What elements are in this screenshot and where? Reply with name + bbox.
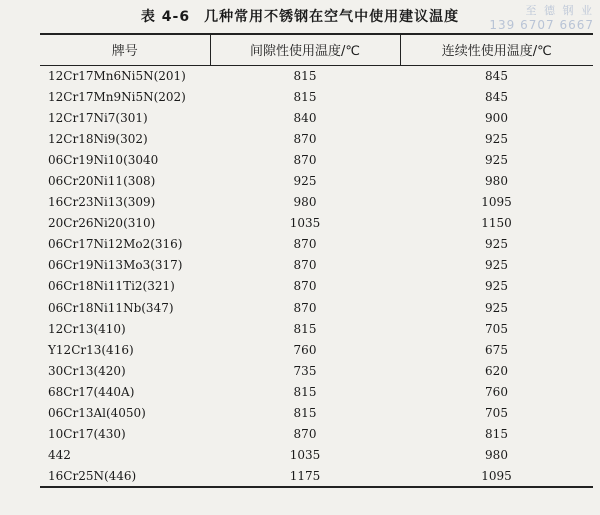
cell-grade: 06Cr19Ni10(3040	[48, 152, 159, 167]
watermark-company: 至 德 钢 业	[525, 4, 594, 17]
cell-continuous-temp: 705	[485, 406, 508, 421]
cell-grade: 442	[48, 448, 71, 463]
cell-grade: 12Cr17Mn6Ni5N(201)	[48, 68, 186, 83]
table-row	[40, 403, 593, 424]
cell-continuous-temp: 1095	[400, 466, 593, 487]
table-row	[40, 276, 593, 297]
table-row	[40, 445, 593, 466]
cell-grade: 12Cr18Ni9(302)	[48, 131, 148, 146]
cell-intermittent-temp: 870	[293, 279, 317, 294]
table-row	[40, 86, 593, 107]
header-continuous-temp: 连续性使用温度/℃	[400, 34, 593, 65]
table-row	[40, 255, 593, 276]
cell-continuous-temp: 815	[485, 427, 508, 442]
table-header-row	[40, 34, 593, 65]
table-row	[40, 466, 593, 487]
cell-grade: 16Cr23Ni13(309)	[48, 195, 156, 210]
cell-intermittent-temp: 1175	[210, 466, 400, 487]
cell-grade: Y12Cr13(416)	[48, 342, 134, 357]
header-grade: 牌号	[40, 34, 210, 65]
cell-grade: 12Cr13(410)	[48, 321, 126, 336]
cell-intermittent-temp: 1035	[289, 216, 321, 231]
table-row	[40, 128, 593, 149]
cell-intermittent-temp: 815	[293, 406, 317, 421]
cell-intermittent-temp: 815	[293, 68, 317, 83]
cell-grade: 20Cr26Ni20(310)	[48, 216, 156, 231]
cell-intermittent-temp: 870	[293, 131, 317, 146]
cell-continuous-temp: 845	[485, 89, 508, 104]
table-row	[40, 234, 593, 255]
cell-continuous-temp: 1150	[481, 216, 512, 231]
cell-grade: 06Cr18Ni11Ti2(321)	[48, 279, 175, 294]
table-number: 表 4-6	[140, 9, 191, 25]
cell-intermittent-temp: 870	[293, 300, 317, 315]
cell-intermittent-temp: 870	[293, 258, 317, 273]
cell-intermittent-temp: 980	[293, 195, 317, 210]
table-row	[40, 318, 593, 339]
cell-intermittent-temp: 815	[293, 89, 317, 104]
cell-grade: 12Cr17Ni7(301)	[48, 110, 148, 125]
watermark-phone: 139 6707 6667	[489, 18, 594, 32]
header-intermittent-temp: 间隙性使用温度/℃	[210, 34, 400, 65]
cell-grade: 10Cr17(430)	[48, 427, 126, 442]
cell-intermittent-temp: 870	[293, 237, 317, 252]
cell-intermittent-temp: 925	[293, 174, 317, 189]
cell-intermittent-temp: 840	[293, 110, 317, 125]
cell-grade: 06Cr18Ni11Nb(347)	[48, 300, 174, 315]
table-row	[40, 65, 593, 86]
cell-continuous-temp: 620	[485, 363, 508, 378]
cell-grade: 12Cr17Mn9Ni5N(202)	[48, 89, 186, 104]
cell-intermittent-temp: 760	[293, 342, 317, 357]
cell-continuous-temp: 845	[485, 68, 508, 83]
cell-continuous-temp: 980	[485, 448, 508, 463]
cell-continuous-temp: 1095	[481, 195, 512, 210]
cell-continuous-temp: 900	[485, 110, 508, 125]
temperature-table	[40, 33, 593, 488]
table-row	[40, 381, 593, 402]
cell-continuous-temp: 925	[485, 237, 508, 252]
cell-continuous-temp: 925	[485, 152, 508, 167]
cell-continuous-temp: 675	[485, 342, 508, 357]
watermark	[489, 4, 594, 32]
cell-continuous-temp: 925	[485, 258, 508, 273]
table-row	[40, 149, 593, 170]
table-row	[40, 107, 593, 128]
table-title: 几种常用不锈钢在空气中使用建议温度	[204, 9, 460, 25]
table-row	[40, 192, 593, 213]
cell-continuous-temp: 980	[485, 174, 508, 189]
cell-intermittent-temp: 870	[293, 152, 317, 167]
cell-intermittent-temp: 735	[293, 363, 317, 378]
cell-grade: 68Cr17(440A)	[48, 384, 135, 399]
cell-continuous-temp: 925	[485, 300, 508, 315]
cell-grade: 06Cr20Ni11(308)	[48, 174, 156, 189]
cell-grade: 06Cr17Ni12Mo2(316)	[48, 237, 183, 252]
cell-continuous-temp: 925	[485, 131, 508, 146]
cell-continuous-temp: 705	[485, 321, 508, 336]
table-row	[40, 170, 593, 191]
cell-grade: 06Cr19Ni13Mo3(317)	[48, 258, 183, 273]
table-row	[40, 424, 593, 445]
table-row	[40, 360, 593, 381]
cell-intermittent-temp: 870	[293, 427, 317, 442]
cell-intermittent-temp: 815	[293, 321, 317, 336]
cell-continuous-temp: 760	[485, 384, 508, 399]
cell-grade: 16Cr25N(446)	[40, 466, 210, 487]
table-row	[40, 213, 593, 234]
table-row	[40, 339, 593, 360]
table-body	[40, 65, 593, 487]
cell-grade: 06Cr13Al(4050)	[48, 406, 146, 421]
cell-intermittent-temp: 1035	[289, 448, 321, 463]
cell-continuous-temp: 925	[485, 279, 508, 294]
table-row	[40, 297, 593, 318]
cell-intermittent-temp: 815	[293, 384, 317, 399]
cell-grade: 30Cr13(420)	[48, 363, 126, 378]
